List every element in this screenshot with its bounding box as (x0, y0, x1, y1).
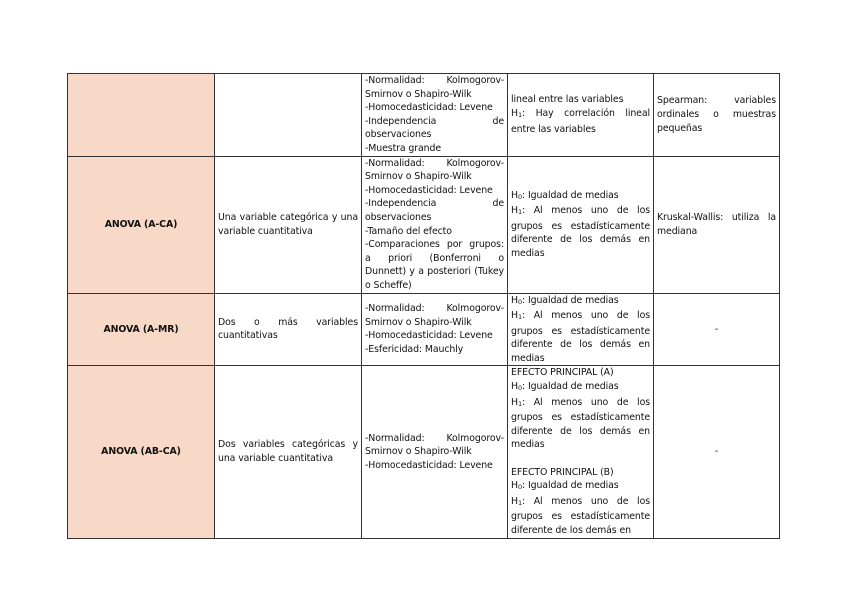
assumption-line: -Homocedasticidad: Levene (365, 330, 493, 342)
hypotheses-cell (508, 74, 654, 157)
test-cell: ANOVA (AB-CA) (68, 366, 215, 538)
assumption-line: -Tamaño del efecto (365, 225, 452, 237)
hypothesis-line: lineal entre las variables (511, 94, 624, 106)
hypothesis-line: $H_1$: Al menos uno de los grupos es estadísticamente diferente de los demás en medias (511, 310, 650, 364)
assumptions-cell (362, 293, 508, 366)
hypothesis-line: $H_0$: Igualdad de medias (511, 189, 619, 201)
hypothesis-line: $H_1$: Al menos uno de los grupos es estadísticamente diferente de los demás en medias (511, 396, 650, 451)
nonparametric-cell: - (654, 293, 780, 366)
statistics-table (67, 73, 780, 539)
table-row (68, 366, 780, 538)
assumption-line: -Homocedasticidad: Levene (365, 102, 493, 114)
assumption-line: -Normalidad: Kolmogorov-Smirnov o Shapiro-Wilk (365, 303, 504, 328)
hypothesis-line: $H_1$: Hay correlación lineal entre las variables (511, 107, 650, 135)
assumption-line: -Muestra grande (365, 142, 442, 154)
hypotheses-cell (508, 366, 654, 538)
table-row (68, 293, 780, 366)
test-cell: ANOVA (A-MR) (68, 293, 215, 366)
assumptions-cell (362, 156, 508, 293)
assumptions-cell (362, 74, 508, 157)
variables-cell: Dos variables categóricas y una variable cuantitativa (215, 366, 362, 538)
nonparametric-cell: - (654, 366, 780, 538)
variables-cell: Dos o más variables cuantitativas (215, 293, 362, 366)
hypothesis-line: $H_0$: Igualdad de medias (511, 294, 619, 306)
hypothesis-line: $H_0$: Igualdad de medias (511, 381, 619, 393)
assumption-line: -Homocedasticidad: Levene (365, 459, 493, 471)
assumption-line: -Independencia de observaciones (365, 198, 504, 223)
assumption-line: -Normalidad: Kolmogorov-Smirnov o Shapiro-Wilk (365, 432, 504, 458)
assumption-line: -Comparaciones por grupos: a priori (Bonferroni o Dunnett) y a posteriori (Tukey o Scheffe) (365, 239, 504, 291)
assumptions-cell (362, 366, 508, 538)
nonparametric-cell: Kruskal-Wallis: utiliza la mediana (654, 156, 780, 293)
hypothesis-line: $H_1$: Al menos uno de los grupos es estadísticamente diferente de los demás en medias (511, 205, 650, 259)
assumption-line: -Normalidad: Kolmogorov-Smirnov o Shapiro-Wilk (365, 75, 504, 100)
assumption-line: -Normalidad: Kolmogorov-Smirnov o Shapiro-Wilk (365, 157, 504, 183)
hypothesis-line: $H_0$: Igualdad de medias (511, 480, 619, 492)
table-row (68, 74, 780, 157)
spacer (511, 452, 650, 466)
test-cell: ANOVA (A-CA) (68, 156, 215, 293)
variables-cell: Una variable categórica y una variable cuantitativa (215, 156, 362, 293)
assumption-line: -Homocedasticidad: Levene (365, 184, 493, 196)
effect-heading: EFECTO PRINCIPAL (B) (511, 466, 614, 478)
effect-heading: EFECTO PRINCIPAL (A) (511, 367, 614, 379)
table-row (68, 156, 780, 293)
assumption-line: -Independencia de observaciones (365, 115, 504, 141)
hypothesis-line: $H_1$: Al menos uno de los grupos es estadísticamente diferente de los demás en (511, 495, 650, 536)
hypotheses-cell (508, 293, 654, 366)
nonparametric-cell: Spearman: variables ordinales o muestras pequeñas (654, 74, 780, 157)
variables-cell (215, 74, 362, 157)
hypotheses-cell (508, 156, 654, 293)
test-cell (68, 74, 215, 157)
assumption-line: -Esfericidad: Mauchly (365, 344, 464, 356)
